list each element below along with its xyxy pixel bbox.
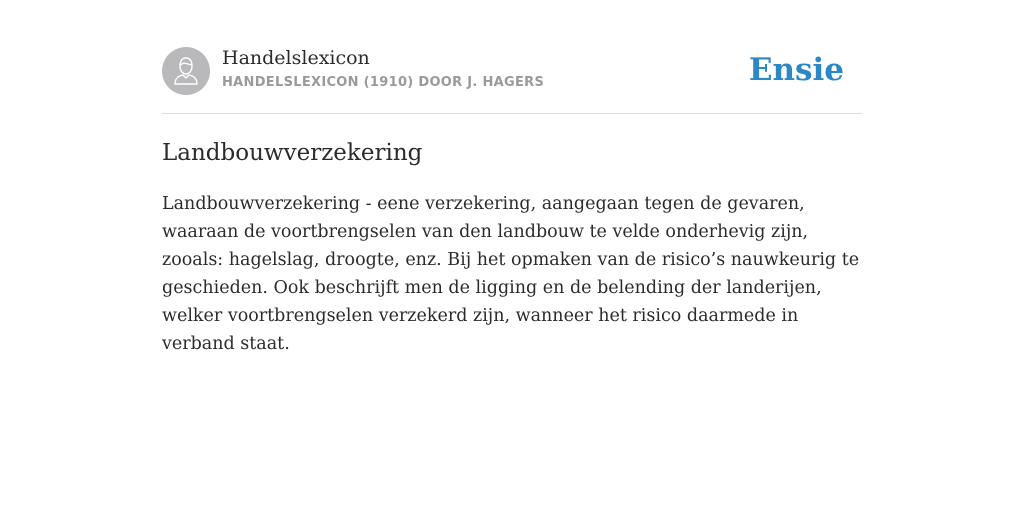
source-avatar[interactable]: [162, 47, 210, 95]
source-subtitle[interactable]: HANDELSLEXICON (1910) DOOR J. HAGERS: [222, 75, 545, 90]
source-name[interactable]: Handelslexicon: [222, 47, 370, 69]
user-icon: [162, 47, 210, 95]
entry-card: [162, 0, 862, 354]
entry-body: Landbouwverzekering - eene verzekering, aangegaan tegen de gevaren, waaraan de voortbrengselen van den landbouw te velde onderhevig zijn, zooals: hagelslag, droogte, enz. Bij het opmaken van de risico’s nauwkeurig te geschieden. Ook beschrijft men de ligging en de belending der landerijen, welker voortbrengselen verzekerd zijn, wanneer het risico daarmede in verband staat.: [162, 194, 860, 354]
entry-header: [162, 0, 862, 114]
ensie-logo-link[interactable]: Ensie: [748, 52, 844, 88]
entry-title: Landbouwverzekering: [162, 140, 423, 166]
